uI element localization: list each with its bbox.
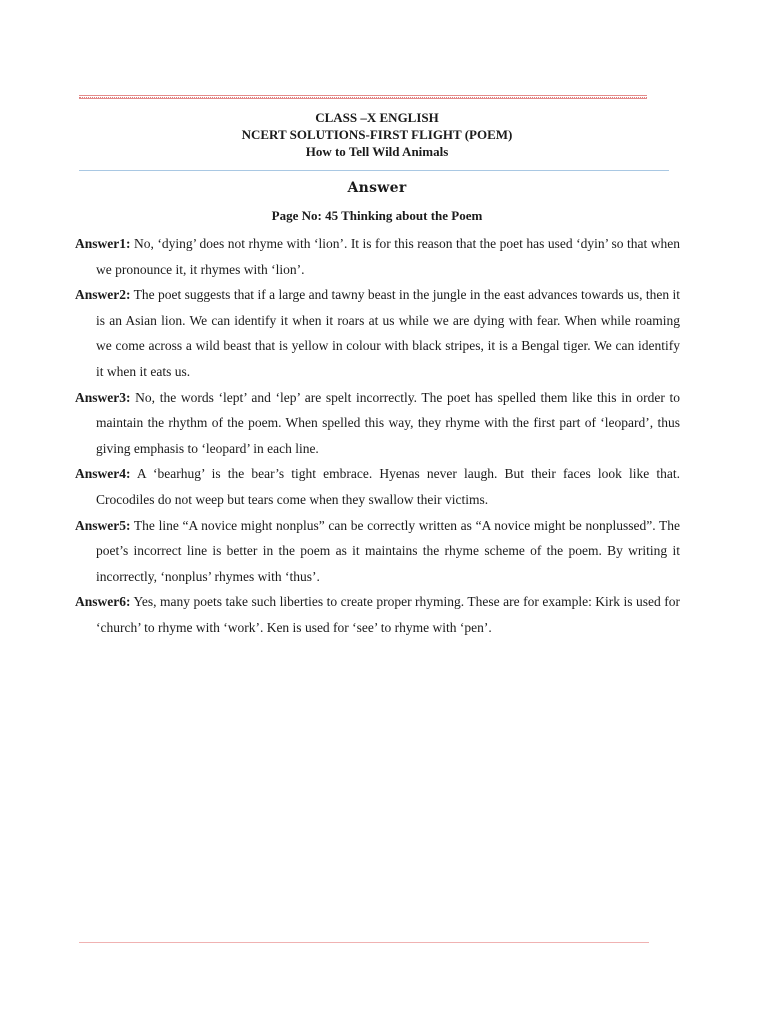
top-decorative-rule xyxy=(79,95,647,99)
answer-label: Answer6: xyxy=(75,594,131,610)
answer-item xyxy=(75,589,680,640)
header-divider xyxy=(79,170,669,171)
page-subtitle: Page No: 45 Thinking about the Poem xyxy=(271,208,483,223)
answer-label: Answer4: xyxy=(75,466,131,482)
answer-text: The line “A novice might nonplus” can be correctly written as “A novice might be nonplussed”. The poet’s incorrect line is better in the poem as it maintains the rhyme scheme of the poem. By writing it incorrectly, ‘nonplus’ rhymes with ‘thus’. xyxy=(96,517,680,584)
header-poem-title: How to Tell Wild Animals xyxy=(305,144,449,159)
answer-text: Yes, many poets take such liberties to create proper rhyming. These are for example: Kirk is used for ‘church’ to rhyme with ‘work’. Ken is used for ‘see’ to rhyme with ‘pen’. xyxy=(96,594,680,635)
answer-item xyxy=(75,461,680,512)
answer-item xyxy=(75,385,680,462)
header-solutions-line: NCERT SOLUTIONS-FIRST FLIGHT (POEM) xyxy=(241,127,513,142)
answer-text: No, ‘dying’ does not rhyme with ‘lion’. It is for this reason that the poet has used ‘dyin’ so that when we pronounce it, it rhymes with ‘lion’. xyxy=(96,236,680,277)
answer-item xyxy=(75,282,680,384)
answer-label: Answer5: xyxy=(75,517,131,533)
header-class-line: CLASS –X ENGLISH xyxy=(315,110,439,125)
answer-text: The poet suggests that if a large and tawny beast in the jungle in the east advances towards us, then it is an Asian lion. We can identify it when it roars at us while we are dying with fear. When while roaming we come across a wild beast that is yellow in colour with black stripes, it is a Bengal tiger. We can identify it when it eats us. xyxy=(96,287,680,379)
answer-label: Answer2: xyxy=(75,287,131,303)
answer-text: No, the words ‘lept’ and ‘lep’ are spelt incorrectly. The poet has spelled them like this in order to maintain the rhythm of the poem. When spelled this way, they rhyme with the first part of ‘leopard’, thus giving emphasis to ‘leopard’ in each line. xyxy=(96,389,681,456)
answer-label: Answer1: xyxy=(75,236,131,251)
answer-item xyxy=(75,513,680,590)
answer-label: Answer3: xyxy=(75,389,131,405)
bottom-decorative-rule xyxy=(79,942,649,943)
section-title: Answer xyxy=(347,180,407,196)
answer-text: A ‘bearhug’ is the bear’s tight embrace. Hyenas never laugh. But their faces look like that. Crocodiles do not weep but tears come when they swallow their victims. xyxy=(96,466,680,507)
answer-item xyxy=(75,231,680,282)
answers-list xyxy=(75,231,680,641)
document-header xyxy=(79,109,675,160)
